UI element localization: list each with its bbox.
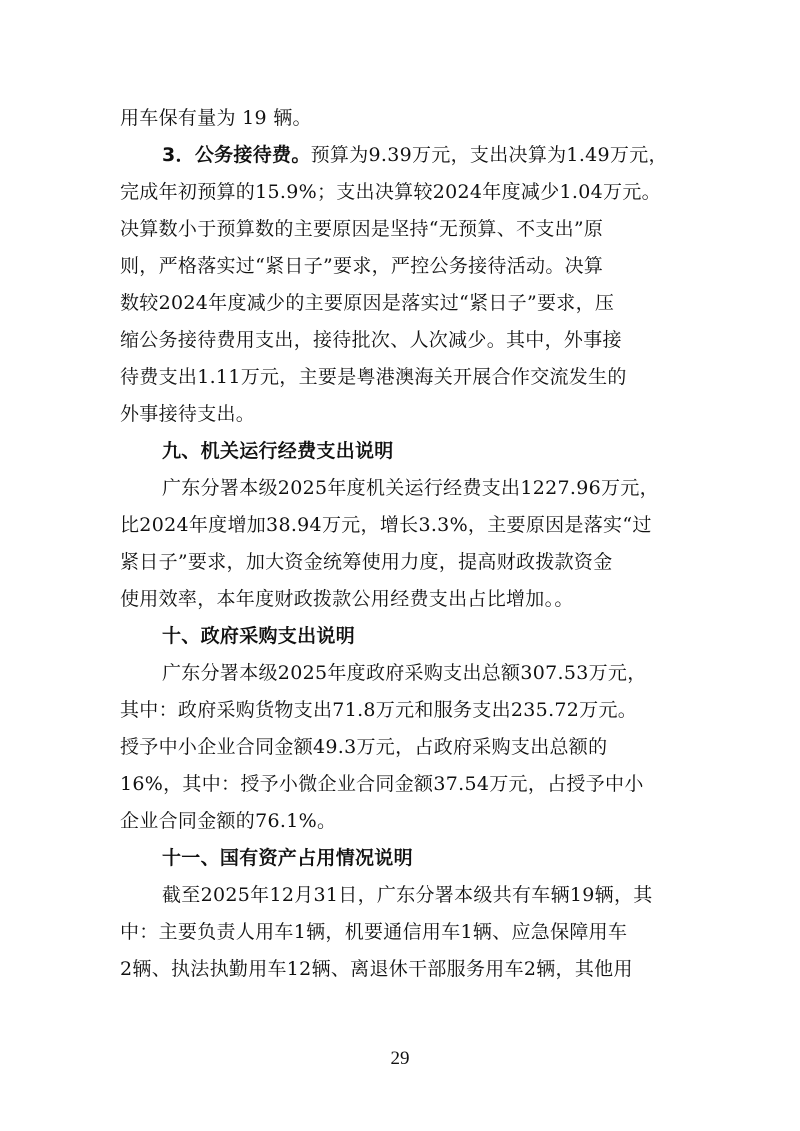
paragraph-line: 用车保有量为 19 辆。 xyxy=(120,107,312,129)
paragraph-line: 其中：政府采购货物支出71.8万元和服务支出235.72万元。 xyxy=(120,699,638,721)
reception-fee-text: 预算为9.39万元，支出决算为1.49万元， xyxy=(310,144,668,166)
paragraph-line: 决算数小于预算数的主要原因是坚持“无预算、不支出”原 xyxy=(120,218,604,240)
paragraph-line: 企业合同金额的76.1%。 xyxy=(120,810,337,832)
paragraph-line: 数较2024年度减少的主要原因是落实过“紧日子”要求，压 xyxy=(120,292,615,314)
paragraph-line: 截至2025年12月31日，广东分署本级共有车辆19辆，其 xyxy=(162,884,653,906)
reception-fee-line xyxy=(120,137,680,174)
paragraph-line: 紧日子”要求，加大资金统筹使用力度，提高财政拨款资金 xyxy=(120,551,613,573)
section-heading-eleven: 十一、国有资产占用情况说明 xyxy=(162,847,413,869)
section-heading-nine: 九、机关运行经费支出说明 xyxy=(162,440,394,462)
paragraph-line: 广东分署本级2025年度政府采购支出总额307.53万元， xyxy=(162,662,647,684)
document-body xyxy=(120,100,680,988)
section-heading-ten: 十、政府采购支出说明 xyxy=(162,625,356,647)
paragraph-line: 中：主要负责人用车1辆，机要通信用车1辆、应急保障用车 xyxy=(120,921,628,943)
paragraph-line: 广东分署本级2025年度机关运行经费支出1227.96万元， xyxy=(162,477,659,499)
paragraph-line: 则，严格落实过“紧日子”要求，严控公务接待活动。决算 xyxy=(120,255,604,277)
paragraph-line: 外事接待支出。 xyxy=(120,403,256,425)
paragraph-line: 使用效率，本年度财政拨款公用经费支出占比增加。。 xyxy=(120,588,574,610)
paragraph-line: 2辆、执法执勤用车12辆、离退休干部服务用车2辆，其他用 xyxy=(120,958,633,980)
paragraph-line: 待费支出1.11万元，主要是粤港澳海关开展合作交流发生的 xyxy=(120,366,627,388)
paragraph-line: 16%，其中：授予小微企业合同金额37.54万元，占授予中小 xyxy=(120,773,644,795)
reception-fee-heading: 3．公务接待费。 xyxy=(162,144,311,166)
paragraph-line: 比2024年度增加38.94万元，增长3.3%，主要原因是落实“过 xyxy=(120,514,652,536)
paragraph-line: 缩公务接待费用支出，接待批次、人次减少。其中，外事接 xyxy=(120,329,622,351)
paragraph-line: 完成年初预算的15.9%；支出决算较2024年度减少1.04万元。 xyxy=(120,181,661,203)
paragraph-line: 授予中小企业合同金额49.3万元，占政府采购支出总额的 xyxy=(120,736,608,758)
page-number: 29 xyxy=(390,1048,410,1069)
